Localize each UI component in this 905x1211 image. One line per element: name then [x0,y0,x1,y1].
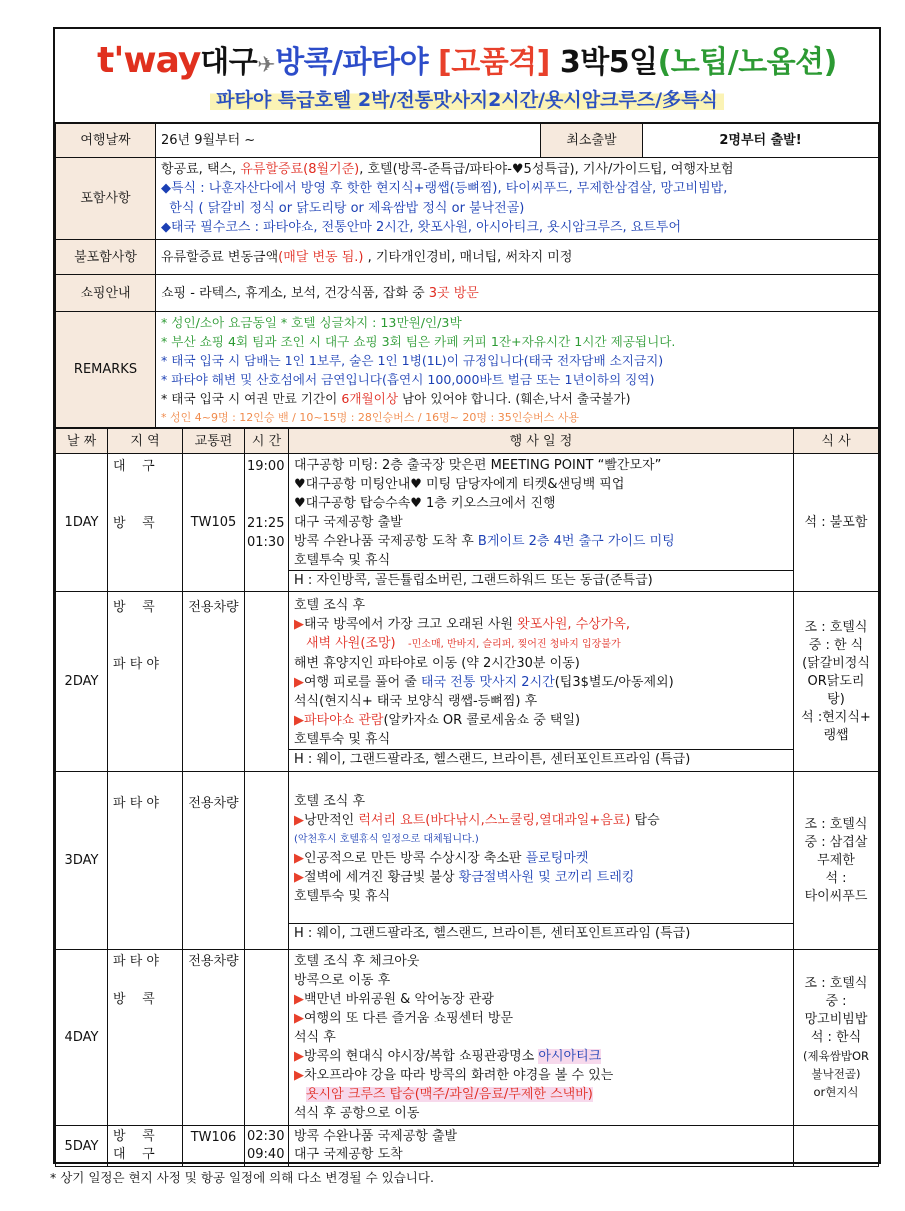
special-meals: ◆특식 : 나훈자산다에서 방영 후 핫한 현지식+랭쌥(등뼈찜), 타이씨푸드, 무제한삼겹살, 망고비빔밥, [161,181,728,196]
region: 방 콕 [113,516,155,531]
hotel-line: H : 웨이, 그랜드팔라조, 헬스랜드, 브라이튼, 센터포인트프라임 (특급) [289,923,793,943]
itinerary-cell [289,1126,794,1167]
col-region: 지 역 [108,429,183,454]
itinerary-line: 호텔 조식 후 체크아웃 [294,954,420,969]
itinerary-sheet [53,27,883,1164]
meeting-point: B게이트 2층 4번 출구 가이드 미팅 [477,534,675,549]
special-meals-korean: 한식 ( 닭갈비 정식 or 닭도리탕 or 제육쌈밥 정식 or 불낙전골) [161,200,525,216]
attraction: 새벽 사원(조망) [306,636,396,651]
remarks-label: REMARKS [56,312,156,428]
date-label: 여행날짜 [56,124,156,158]
transport: 전용차량 [183,950,245,1126]
meal-cell [794,592,879,772]
time-cell [245,950,289,1126]
itinerary-line: 방콕으로 이동 후 [294,973,391,988]
schedule-table [55,428,879,1167]
hotel-line: H : 자인방콕, 골든튤립소버린, 그랜드하워드 또는 동급(준특급) [289,570,793,590]
itinerary-line: 호텔 조식 후 [294,598,366,613]
shop-visits: 3곳 방문 [428,285,479,301]
region-cell [108,592,183,772]
flight-number: TW106 [183,1126,245,1167]
remark: * 태국 입국 시 여권 만료 기간이 [161,390,342,406]
itinerary-cell: 호텔 조식 후 ▶낭만적인 럭셔리 요트(바다낚시,스노쿨링,열대과일+음료) 탑승 (악천후시 호텔휴식 일정으로 대체됩니다.) ▶인공적으로 만든 방콕 수상시장 축소판 플로팅마켓 ▶절벽에 세겨진 황금빛 불상 황금절벽사원 및 코끼리 트레킹 호텔투숙 및 휴식 H : 웨이, 그랜드팔라조, 헬스랜드, 브라이튼, 센터포인트프라임 (특급) [289,772,794,950]
meal-cell [794,772,879,950]
title-line [55,37,879,81]
shop-content [156,275,879,312]
day-row-4 [56,950,879,1126]
itinerary-line: (팁3$별도/아동제외) [554,675,674,690]
remark-vehicle: * 성인 4~9명 : 12인승 밴 / 10~15명 : 28인승버스 / 16명~ 20명 : 35인승버스 사용 [161,410,579,424]
itinerary-line: 탑승 [630,813,660,828]
floating-market: 플로팅마켓 [525,851,589,866]
include-text: 항공료, 택스, [161,161,241,177]
exclude-text: 유류할증료 변동금액 [161,249,279,265]
grade-badge: [고품격] [438,45,550,80]
time: 21:25 [247,516,285,531]
required-courses: ◆태국 필수코스 : 파타야쇼, 전통안마 2시간, 왓포사원, 아시아티크, 욧시암크루즈, 요트투어 [161,220,682,235]
time: 01:30 [247,535,285,550]
region: 방 콕 [113,992,155,1007]
region-cell [108,454,183,592]
meal: 망고비빔밥 [804,1011,868,1027]
meal: 무제한 [817,852,855,868]
region: 대 구 [113,1147,155,1162]
info-table [55,123,879,428]
options: (노팁/노옵션) [657,45,837,80]
transport: 전용차량 [183,772,245,950]
meal-cell [794,1126,879,1167]
fuel-surcharge: 유류할증료(8월기준) [240,161,360,177]
subtitle [55,85,879,112]
itinerary-cell [289,454,794,592]
massage: 태국 전통 맛사지 2시간 [421,675,555,690]
meal: 조 : 호텔식 [804,619,868,635]
hotel-line: H : 웨이, 그랜드팔라조, 헬스랜드, 브라이튼, 센터포인트프라임 (특급) [289,749,793,769]
meal: 석 :현지식+ [801,709,871,725]
remark-highlight: 6개월이상 [341,390,398,406]
day-row-1 [56,454,879,592]
meal: or현지식 [813,1084,859,1099]
itinerary-line: 해변 휴양지인 파타야로 이동 (약 2시간30분 이동) [294,656,580,671]
dress-code-note: -민소매, 반바지, 슬리퍼, 찢어진 청바지 입장불가 [408,639,621,650]
exclude-text: , 기타개인경비, 매너팁, 써차지 미정 [363,249,573,265]
cruise: 욧시암 크루즈 탑승(맥주/과일/음료/무제한 스낵바) [306,1087,593,1102]
meal: OR닭도리탕) [807,673,865,707]
min-label: 최소출발 [541,124,643,158]
meal: 조 : 호텔식 [804,975,868,991]
region: 파 타 야 [108,772,183,950]
itinerary-line: 대구 국제공항 도착 [294,1147,403,1162]
shop-text: 쇼핑 - 라텍스, 휴게소, 보석, 건강식품, 잡화 중 [161,285,429,301]
itinerary-cell: 호텔 조식 후 ▶태국 방콕에서 가장 크고 오래된 사원 왓포사원, 수상가옥, 새벽 사원(조망) -민소매, 반바지, 슬리퍼, 찢어진 청바지 입장불가 해변 휴양지인 파타야로 이동 (약 2시간30분 이동) ▶여행 피로를 풀어 줄 태국 전통 맛사지 2시간(팁3$별도/아동제외) 석식(현지식+ 태국 보양식 랭쌥-등뼈찜) 후 ▶파타야쇼 관람(알카자쇼 OR 콜로세움쇼 중 택일) 호텔투숙 및 휴식 H : 웨이, 그랜드팔라조, 헬스랜드, 브라이튼, 센터포인트프라임 (특급) [289,592,794,772]
yacht: 럭셔리 요트(바다낚시,스노쿨링,열대과일+음료) [358,813,631,828]
itinerary-line: 인공적으로 만든 방콕 수상시장 축소판 [304,851,526,866]
itinerary-line: 대구 국제공항 출발 [294,515,403,530]
itinerary-line: 차오프라야 강을 따라 방콕의 화려한 야경을 볼 수 있는 [304,1068,614,1083]
tway-logo: t'way [97,40,201,81]
remark: * 성인/소아 요금동일 * 호텔 싱글차지 : 13만원/인/3박 [161,314,462,330]
include-label: 포함사항 [56,158,156,240]
exclude-label: 불포함사항 [56,240,156,275]
col-itinerary: 행 사 일 정 [289,429,794,454]
origin-city: 대구 [200,45,258,80]
meal: 석 : 한식 [810,1029,862,1045]
date-value: 26년 9월부터 ~ [156,124,541,158]
flight-number: TW105 [183,454,245,592]
meal: 석 : [825,870,847,886]
itinerary-line: 호텔투숙 및 휴식 [294,553,391,568]
itinerary-line: 호텔투숙 및 휴식 [294,732,391,747]
remark: * 파타야 해변 및 산호섬에서 금연입니다(흡연시 100,000바트 벌금 또는 1년이하의 징역) [161,371,655,387]
show: 파타야쇼 관람 [304,713,384,728]
time-cell [245,772,289,950]
meal: 조 : 호텔식 [804,816,868,832]
meal: 중 : 삼겹살 [804,834,868,850]
col-transport: 교통편 [183,429,245,454]
time-cell [245,1126,289,1167]
itinerary-line: 석식 후 [294,1030,336,1045]
region: 대 구 [113,459,155,474]
footnote: * 상기 일정은 현지 사정 및 항공 일정에 의해 다소 변경될 수 있습니다. [50,1170,434,1185]
time-cell [245,454,289,592]
subtitle-text: 파타야 특급호텔 2박/전통맛사지2시간/욧시암크루즈/多특식 [210,89,724,111]
meal: 중 : [825,993,847,1009]
region-cell [108,1126,183,1167]
min-value: 2명부터 출발! [643,124,879,158]
remark: 남아 있어야 합니다. (훼손,낙서 출국불가) [398,390,631,406]
golden-buddha: 황금절벽사원 및 코끼리 트레킹 [458,870,635,885]
itinerary-line: ♥대구공항 탑승수속♥ 1층 키오스크에서 진행 [294,496,556,511]
region: 방 콕 [113,600,155,615]
meal: 랭쌥 [823,727,849,743]
day-row-5 [56,1126,879,1167]
itinerary-line: 방콕 수완나품 국제공항 출발 [294,1129,458,1144]
col-time: 시 간 [245,429,289,454]
time: 02:30 [247,1129,285,1144]
itinerary-line: 여행의 또 다른 즐거움 쇼핑센터 방문 [304,1011,514,1026]
col-meal: 식 사 [794,429,879,454]
day-label: 1DAY [56,454,108,592]
time-cell [245,592,289,772]
include-text: , 호텔(방콕-준특급/파타야-♥5성특급), 기사/가이드팁, 여행자보험 [359,161,734,177]
day-label: 4DAY [56,950,108,1126]
itinerary-line: 호텔 조식 후 [294,794,366,809]
remark: * 부산 쇼핑 4회 팀과 조인 시 대구 쇼핑 3회 팀은 카페 커피 1잔+자유시간 1시간 제공됩니다. [161,333,676,349]
meal: 타이씨푸드 [804,888,868,904]
meal-cell: 석 : 불포함 [794,454,879,592]
itinerary-line: 호텔투숙 및 휴식 [294,889,391,904]
itinerary-line: 석식(현지식+ 태국 보양식 랭쌥-등뼈찜) 후 [294,694,538,709]
itinerary-frame [53,27,881,1164]
airplane-icon: ✈ [257,53,276,78]
transport: 전용차량 [183,592,245,772]
itinerary-line: 낭만적인 [304,813,359,828]
day-row-2 [56,592,879,772]
day-row-3 [56,772,879,950]
itinerary-line: 절벽에 세겨진 황금빛 불상 [304,870,459,885]
attraction: 왓포사원, 수상가옥, [517,617,631,632]
meal: 불낙전골) [811,1066,861,1081]
itinerary-line: 백만년 바위공원 & 악어농장 관광 [304,992,494,1007]
itinerary-line: 대구공항 미팅: 2층 출국장 맞은편 MEETING POINT “빨간모자” [294,458,662,473]
time: 09:40 [247,1147,285,1162]
day-label: 3DAY [56,772,108,950]
exclude-content [156,240,879,275]
remark: * 태국 입국 시 담배는 1인 1보루, 술은 1인 1병(1L)이 규정입니다(태국 전자담배 소지금지) [161,352,664,368]
meal: 중 : 한 식 [808,637,864,653]
header [55,29,879,123]
itinerary-line: 태국 방콕에서 가장 크고 오래된 사원 [304,617,518,632]
region: 파 타 야 [113,657,159,672]
duration: 3박5일 [559,45,658,80]
day-label: 5DAY [56,1126,108,1167]
itinerary-line: 방콕의 현대식 야시장/복합 쇼핑관광명소 [304,1049,539,1064]
time: 19:00 [247,459,285,474]
region: 파 타 야 [113,954,159,969]
itinerary-line: (알카자쇼 OR 콜로세움쇼 중 택일) [383,713,581,728]
exclude-note: (매달 변동 됨.) [278,249,364,265]
shop-label: 쇼핑안내 [56,275,156,312]
asiatique: 아시아티크 [538,1049,602,1064]
region: 방 콕 [113,1129,155,1144]
remarks-content [156,312,879,428]
itinerary-cell: 호텔 조식 후 체크아웃 방콕으로 이동 후 ▶백만년 바위공원 & 악어농장 관광 ▶여행의 또 다른 즐거움 쇼핑센터 방문 석식 후 ▶방콕의 현대식 야시장/복합 쇼핑관광명소 아시아티크 ▶차오프라야 강을 따라 방콕의 화려한 야경을 볼 수 있는 욧시암 크루즈 탑승(맥주/과일/음료/무제한 스낵바) 석식 후 공항으로 이동 [289,950,794,1126]
weather-note: (악천후시 호텔휴식 일정으로 대체됩니다.) [294,834,479,845]
destination: 방콕/파타야 [275,45,429,80]
itinerary-line: 여행 피로를 풀어 줄 [304,675,421,690]
day-label: 2DAY [56,592,108,772]
include-content [156,158,879,240]
meal: (제육쌈밥OR [803,1048,869,1063]
itinerary-line: 석식 후 공항으로 이동 [294,1106,420,1121]
itinerary-line: 방콕 수완나품 국제공항 도착 후 [294,534,478,549]
col-day: 날 짜 [56,429,108,454]
meal: (닭갈비정식 [802,655,870,671]
itinerary-line: ♥대구공항 미팅안내♥ 미팅 담당자에게 티켓&샌딩백 픽업 [294,477,625,492]
meal-cell [794,950,879,1126]
region-cell [108,950,183,1126]
